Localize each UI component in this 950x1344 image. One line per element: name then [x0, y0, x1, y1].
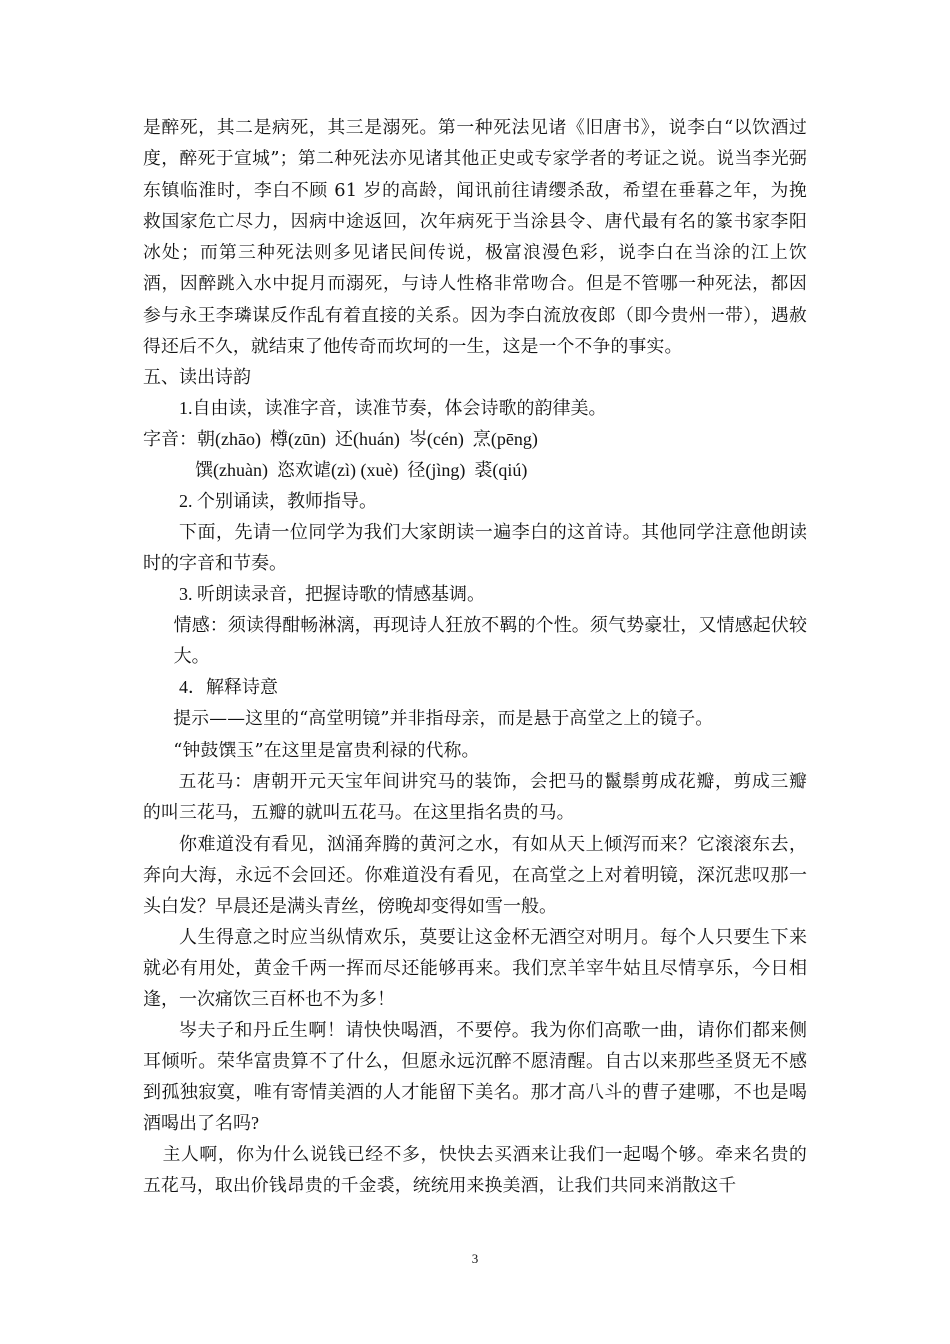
page-number: 3: [471, 1251, 479, 1266]
pronunciation-line-1: 字音：朝(zhāo) 樽(zūn) 还(huán) 岑(cén) 烹(pēng): [143, 429, 538, 450]
step-4: 4．解释诗意: [179, 677, 278, 698]
step-1: 1.自由读，读准字音，读准节奏，体会诗歌的韵律美。: [179, 398, 607, 419]
step-3: 3. 听朗读录音，把握诗歌的情感基调。: [179, 584, 485, 605]
translation-4: 主人啊，你为什么说钱已经不多，快快去买酒来让我们一起喝个够。牵来名贵的五花马，取出价钱昂贵的千金裘，统统用来换美酒，让我们共同来消散这千: [143, 1143, 807, 1196]
translation-3: 岑夫子和丹丘生啊！请快快喝酒，不要停。我为你们高歌一曲，请你们都来侧耳倾听。荣华富贵算不了什么，但愿永远沉醉不愿清醒。自古以来那些圣贤无不感到孤独寂寞，唯有寄情美酒的人才能留下美名。那才高八斗的曹子建哪，不也是喝酒喝出了名吗?: [143, 1019, 807, 1133]
translation-1: 你难道没有看见，汹涌奔腾的黄河之水，有如从天上倾泻而来？它滚滚东去，奔向大海，永远不会回还。你难道没有看见，在高堂之上对着明镜，深沉悲叹那一头白发？早晨还是满头青丝，傍晚却变得如雪一般。: [143, 833, 807, 916]
emotion-note: 情感：须读得酣畅淋漓，再现诗人狂放不羁的个性。须气势豪壮，又情感起伏较大。: [173, 615, 807, 667]
translation-2: 人生得意之时应当纵情欢乐，莫要让这金杯无酒空对明月。每个人只要生下来就必有用处，黄金千两一挥而尽还能够再来。我们烹羊宰牛姑且尽情享乐，今日相逢，一次痛饮三百杯也不为多！: [143, 926, 807, 1009]
hint-3: 五花马：唐朝开元天宝年间讲究马的装饰，会把马的鬣鬃剪成花瓣，剪成三瓣的叫三花马，五瓣的就叫五花马。在这里指名贵的马。: [143, 770, 807, 824]
pronunciation-line-2: 馔(zhuàn) 恣欢谑(zì) (xuè) 径(jìng) 裘(qiú): [195, 460, 528, 481]
hint-1: 提示——这里的“高堂明镜”并非指母亲，而是悬于高堂之上的镜子。: [173, 708, 714, 730]
step-2: 2. 个别诵读，教师指导。: [179, 491, 377, 512]
step-2-detail: 下面，先请一位同学为我们大家朗读一遍李白的这首诗。其他同学注意他朗读时的字音和节奏。: [143, 522, 807, 574]
page-content: [143, 112, 807, 1201]
intro-paragraph: 是醉死，其二是病死，其三是溺死。第一种死法见诸《旧唐书》，说李白“以饮酒过度，醉死于宣城”；第二种死法亦见诸其他正史或专家学者的考证之说。说当李光弼东镇临淮时，李白不顾 61 岁的高龄，闻讯前往请缨杀敌，希望在垂暮之年，为挽救国家危亡尽力，因病中途返回，次年病死于当涂县令、唐代最有名的篆书家李阳冰处；而第三种死法则多见诸民间传说，极富浪漫色彩，说李白在当涂的江上饮酒，因醉跳入水中捉月而溺死，与诗人性格非常吻合。但是不管哪一种死法，都因参与永王李璘谋反作乱有着直接的关系。因为李白流放夜郎（即今贵州一带），遇赦得还后不久，就结束了他传奇而坎坷的一生，这是一个不争的事实。: [143, 117, 807, 358]
hint-2: “钟鼓馔玉”在这里是富贵利禄的代称。: [173, 739, 480, 761]
section-heading: 五、读出诗韵: [143, 367, 251, 388]
